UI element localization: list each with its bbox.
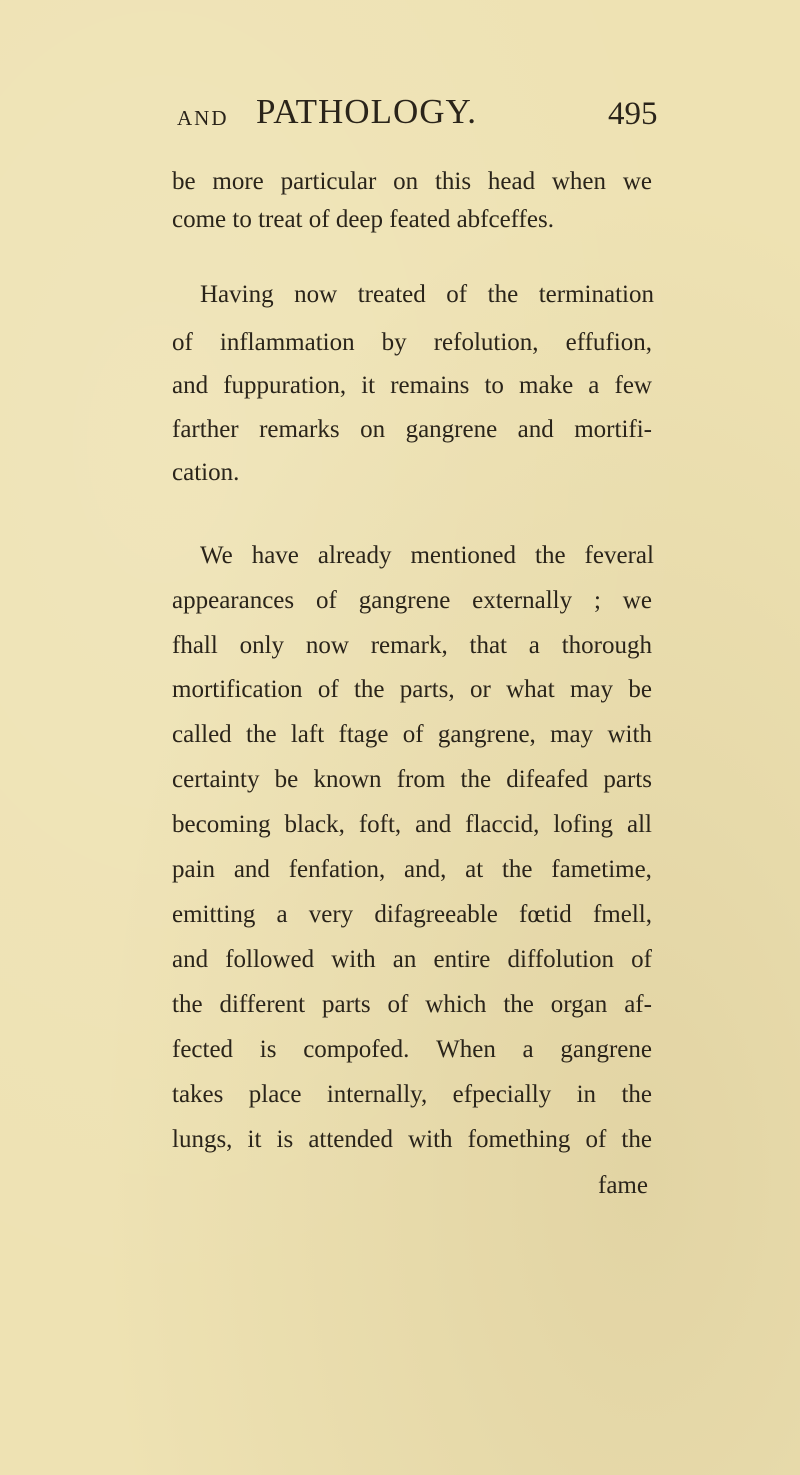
text-line (172, 944, 652, 976)
word: becoming (172, 811, 271, 838)
word: foft, (358, 811, 402, 838)
word: have (251, 542, 299, 569)
text-line (200, 279, 654, 311)
text-line (172, 989, 652, 1021)
text-line (172, 854, 652, 886)
word: difeafed (506, 766, 589, 793)
word: it (361, 372, 376, 399)
word: of (387, 991, 409, 1018)
word: make (519, 372, 574, 399)
text-line (172, 166, 652, 198)
word: and (172, 946, 209, 973)
word: at (465, 856, 484, 883)
word: all (626, 811, 652, 838)
word: treated (357, 281, 426, 308)
word: head (487, 168, 536, 195)
word: with (408, 1126, 453, 1153)
word: difagreeable (374, 901, 498, 928)
word: of (317, 676, 339, 703)
word: place (248, 1081, 302, 1108)
text-line (172, 719, 652, 751)
word: efpecially (452, 1081, 552, 1108)
word: with (607, 721, 652, 748)
word: af- (624, 991, 652, 1018)
word: parts, (399, 676, 455, 703)
word: of (316, 587, 337, 614)
word: we (622, 168, 652, 195)
word: and, (403, 856, 447, 883)
word: appearances (172, 587, 295, 614)
word: of (585, 1126, 607, 1153)
header-title: PATHOLOGY. (256, 92, 478, 131)
word: on (360, 416, 386, 443)
word: fmell, (592, 901, 652, 928)
word: what (506, 676, 555, 703)
word: the (487, 281, 519, 308)
word: fametime, (551, 856, 652, 883)
word: ; (593, 587, 601, 614)
word: particular (280, 168, 377, 195)
word: when (551, 168, 607, 195)
word: ftage (338, 721, 389, 748)
text-line (172, 1124, 652, 1156)
word: be (274, 766, 299, 793)
text-line (172, 414, 652, 446)
word: inflammation (219, 329, 355, 356)
word: fenfation, (288, 856, 386, 883)
text-line (172, 630, 652, 662)
word: followed (225, 946, 315, 973)
word: be (628, 676, 652, 703)
word: internally, (326, 1081, 428, 1108)
word: compofed. (303, 1036, 410, 1063)
text-line (172, 1034, 652, 1066)
word: the (621, 1126, 652, 1153)
text-line (172, 899, 652, 931)
word: which (425, 991, 487, 1018)
word: may (569, 676, 614, 703)
word: termination (538, 281, 654, 308)
word: pain (172, 856, 216, 883)
word: flaccid, (465, 811, 540, 838)
text-line: cation. (172, 459, 240, 486)
word: a (588, 372, 600, 399)
word: now (305, 632, 349, 659)
word: fœtid (519, 901, 572, 928)
word: parts (603, 766, 652, 793)
word: emitting (172, 901, 256, 928)
word: known (313, 766, 382, 793)
word: the (535, 542, 566, 569)
word: the (501, 856, 533, 883)
word: farther (172, 416, 239, 443)
word: lofing (553, 811, 614, 838)
word: already (317, 542, 392, 569)
text-line (172, 764, 652, 796)
word: that (469, 632, 508, 659)
word: or (469, 676, 491, 703)
word: with (331, 946, 376, 973)
word: fhall (172, 632, 218, 659)
word: effufion, (565, 329, 652, 356)
word: black, (284, 811, 345, 838)
text-line (172, 809, 652, 841)
catchword: fame (598, 1172, 648, 1199)
word: feveral (584, 542, 654, 569)
word: by (381, 329, 407, 356)
word: the (172, 991, 203, 1018)
page-number: 495 (608, 96, 658, 132)
word: fomething (467, 1126, 571, 1153)
word: a (528, 632, 540, 659)
word: We (200, 542, 233, 569)
word: gangrene (405, 416, 498, 443)
word: laft (290, 721, 325, 748)
word: in (576, 1081, 597, 1108)
word: gangrene (560, 1036, 652, 1063)
text-line (172, 327, 652, 359)
word: we (622, 587, 652, 614)
word: fuppuration, (223, 372, 347, 399)
word: different (219, 991, 306, 1018)
header-prefix: AND (177, 106, 229, 130)
text-line (172, 1079, 652, 1111)
word: of (402, 721, 424, 748)
word: mentioned (410, 542, 516, 569)
word: mortifi- (574, 416, 652, 443)
word: diffolution (507, 946, 614, 973)
word: more (212, 168, 264, 195)
word: to (484, 372, 504, 399)
word: the (503, 991, 534, 1018)
word: is (276, 1126, 294, 1153)
word: and (415, 811, 452, 838)
text-line: come to treat of deep feated abfceffes. (172, 206, 554, 233)
word: When (436, 1036, 496, 1063)
word: on (393, 168, 419, 195)
word: remains (390, 372, 470, 399)
word: remarks (259, 416, 340, 443)
word: of (172, 329, 193, 356)
word: called (172, 721, 232, 748)
word: it (247, 1126, 262, 1153)
word: and (233, 856, 270, 883)
word: from (396, 766, 446, 793)
word: entire (433, 946, 491, 973)
word: now (294, 281, 338, 308)
word: may (550, 721, 594, 748)
word: very (308, 901, 354, 928)
text-line (200, 540, 654, 572)
text-line (172, 674, 652, 706)
word: externally (472, 587, 573, 614)
word: gangrene, (437, 721, 536, 748)
word: be (172, 168, 196, 195)
word: fected (172, 1036, 234, 1063)
word: remark, (370, 632, 448, 659)
word: the (353, 676, 385, 703)
word: few (614, 372, 652, 399)
word: gangrene (358, 587, 451, 614)
word: organ (550, 991, 608, 1018)
word: refolution, (433, 329, 539, 356)
word: this (434, 168, 472, 195)
word: of (631, 946, 652, 973)
word: lungs, (172, 1126, 233, 1153)
text-line (172, 585, 652, 617)
word: the (246, 721, 277, 748)
word: an (392, 946, 417, 973)
running-header (0, 86, 800, 138)
word: Having (200, 281, 274, 308)
word: parts (322, 991, 371, 1018)
word: and (517, 416, 554, 443)
word: mortification (172, 676, 303, 703)
word: a (276, 901, 288, 928)
text-line (172, 370, 652, 402)
word: a (522, 1036, 534, 1063)
word: of (446, 281, 468, 308)
word: attended (308, 1126, 393, 1153)
word: the (621, 1081, 652, 1108)
word: is (259, 1036, 277, 1063)
word: takes (172, 1081, 224, 1108)
word: and (172, 372, 209, 399)
word: only (239, 632, 285, 659)
word: certainty (172, 766, 260, 793)
word: the (460, 766, 492, 793)
word: thorough (561, 632, 652, 659)
